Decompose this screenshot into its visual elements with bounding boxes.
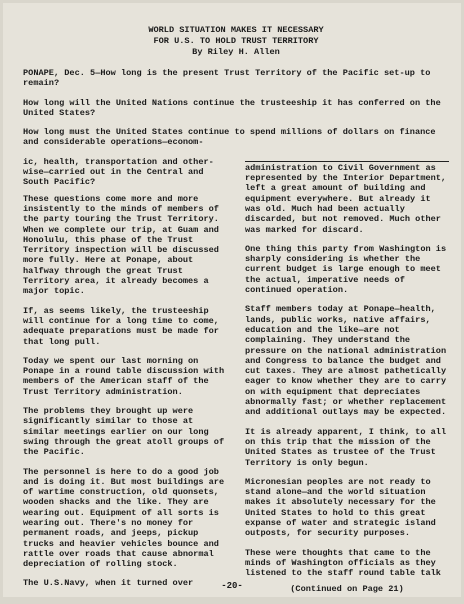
continued-note: (Continued on Page 21) <box>290 584 404 595</box>
intro-paragraph-1: PONAPE, Dec. 5—How long is the present Trust Territory of the Pacific set-up to remain? <box>23 68 431 89</box>
left-paragraph-4: Today we spent our last morning on Ponape in a round table discussion with members of the American staff of the Trust Territory administration. <box>23 355 225 397</box>
right-paragraph-1: administration to Civil Government as represented by the Interior Department, left a great amount of building and equipment everywhere. But already it was old. Much had been actually discarded, but not removed. Much other was marked for discard. <box>245 162 447 235</box>
left-column <box>23 157 227 604</box>
byline: By Riley H. Allen <box>192 47 280 57</box>
headline-line-2: FOR U.S. TO HOLD TRUST TERRITORY <box>153 36 319 46</box>
article-headline <box>23 25 449 58</box>
right-paragraph-4: It is already apparent, I think, to all on this trip that the mission of the United States as trustee of the Trust Territory is only begun. <box>245 426 447 468</box>
right-paragraph-2: One thing this party from Washington is sharply considering is whether the current budget is large enough to meet the actual, imperative needs of continued operation. <box>245 243 447 296</box>
left-paragraph-7: The U.S.Navy, when it turned over <box>23 578 194 589</box>
left-paragraph-5: The problems they brought up were significantly similar to those at similar meetings earlier on our long swing through the great atoll groups of the Pacific. <box>23 406 225 458</box>
right-paragraph-5: Micronesian peoples are not ready to stand alone—and the world situation makes it absolutely necessary for the United States to hold to this great expanse of water and strategic island outposts, for security purposes. <box>245 476 436 539</box>
page-number: -20- <box>221 580 243 591</box>
document-page <box>3 3 461 597</box>
headline-line-1: WORLD SITUATION MAKES IT NECESSARY <box>148 25 324 35</box>
intro-paragraph-2: How long will the United Nations continue the trusteeship it has conferred on the United States? <box>23 97 441 118</box>
right-paragraph-6: These were thoughts that came to the minds of Washington officials as they listened to the staff round table talk <box>245 547 441 579</box>
intro-paragraphs <box>23 68 449 148</box>
column-rule <box>245 161 449 162</box>
article-columns <box>23 157 449 604</box>
intro-paragraph-3: How long must the United States continue to spend millions of dollars on finance and considerable operations—econom- <box>23 127 436 148</box>
right-column <box>245 157 449 604</box>
left-paragraph-2: These questions come more and more insistently to the minds of members of the party touring the Trust Territory. When we complete our trip, at Guam and Honolulu, this phase of the Trust Territory inspection will be discussed more fully. Here at Ponape, about halfway through the great Trust Territory area, it already becomes a major topic. <box>23 193 219 297</box>
left-paragraph-6: The personnel is here to do a good job and is doing it. But most buildings are of wartime construction, old quonsets, wooden shacks and the like. They are wearing out. Equipment of all sorts is wearing out. There's no money for permanent roads, and jeeps, pickup trucks and heavier vehicles bounce and rattle over roads that cause abnormal depreciation of rolling stock. <box>23 466 225 570</box>
left-paragraph-1: ic, health, transportation and other-wise—carried out in the Central and South Pacific? <box>23 156 214 188</box>
right-paragraph-3: Staff members today at Ponape—health, lands, public works, native affairs, education and the like—are not complaining. They understand the pressure on the national administration and Congress to balance the budget and cut taxes. They are almost pathetically eager to know whether they are to carry on with equipment that depreciates abnormally fast; or whether replacement and additional outlays may be expected. <box>245 304 447 418</box>
left-paragraph-3: If, as seems likely, the trusteeship will continue for a long time to come, adequate preparations must be made for that long pull. <box>23 305 219 347</box>
